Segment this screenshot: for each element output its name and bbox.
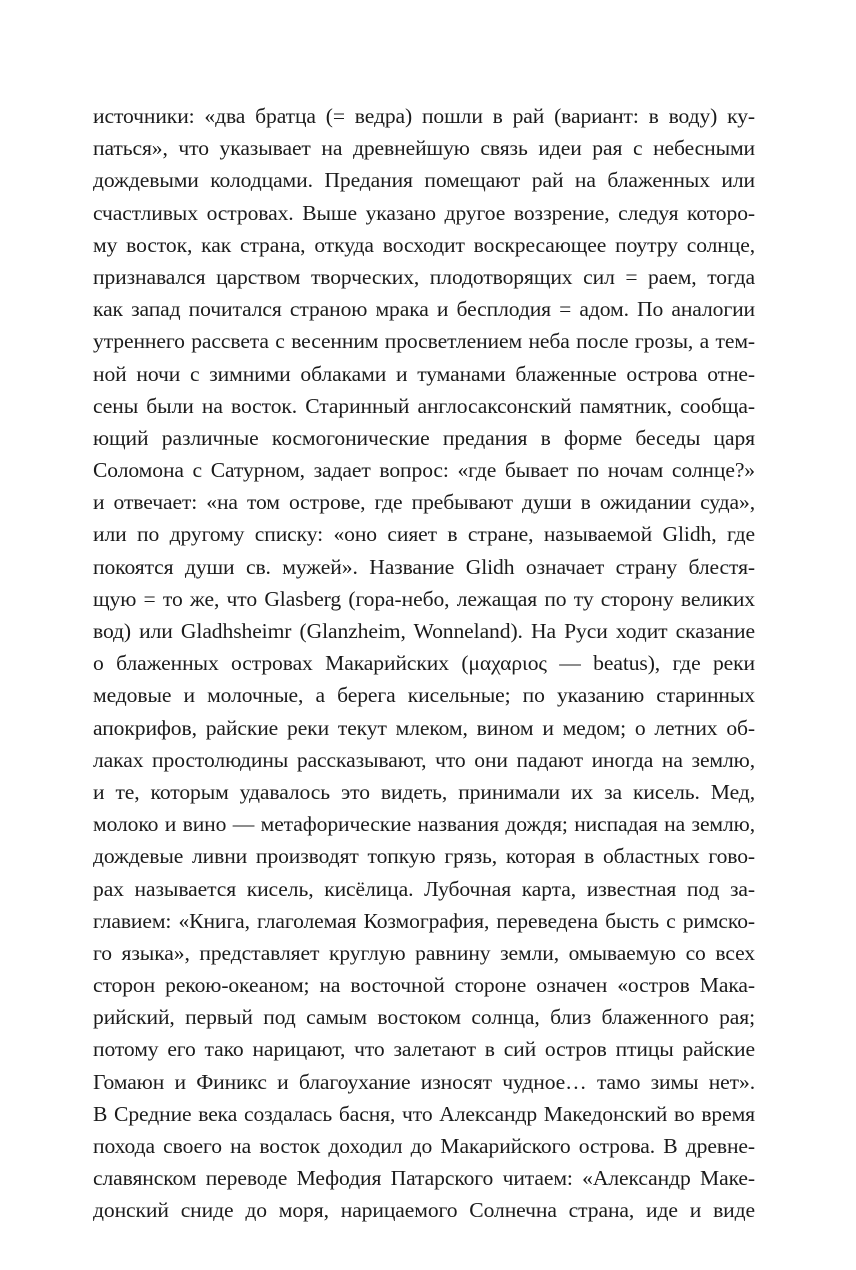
text-line: ной ночи с зимними облаками и туманами блаженные острова отне- xyxy=(93,361,755,386)
text-line: славянском переводе Мефодия Патарского читаем: «Александр Маке- xyxy=(93,1166,755,1191)
text-line: главием: «Книга, глаголемая Козмография, переведена бысть с римско- xyxy=(93,908,755,933)
text-line: покоятся души св. мужей». Название Glidh означает страну блестя- xyxy=(93,554,755,579)
text-line: потому его тако нарицают, что залетают в сий остров птицы райские xyxy=(93,1037,755,1062)
text-line: о блаженных островах Макарийских (μαχαριος — beatus), где реки xyxy=(93,651,755,676)
text-line: Гомаюн и Финикс и благоухание износят чудное… тамо зимы нет». xyxy=(93,1069,755,1094)
text-line: дождевыми колодцами. Предания помещают рай на блаженных или xyxy=(93,168,755,193)
text-line: Соломона с Сатурном, задает вопрос: «где бывает по ночам солнце?» xyxy=(93,458,755,483)
text-line: апокрифов, райские реки текут млеком, вином и медом; о летних об- xyxy=(93,715,755,740)
text-line: вод) или Gladhsheimr (Glanzheim, Wonneland). На Руси ходит сказание xyxy=(93,619,755,643)
text-line: утреннего рассвета с весенним просветлением неба после грозы, а тем- xyxy=(93,329,755,354)
text-line: и те, которым удавалось это видеть, принимали их за кисель. Мед, xyxy=(93,779,755,804)
text-line: щую = то же, что Glasberg (гора-небо, лежащая по ту сторону великих xyxy=(93,586,755,611)
text-line: или по другому списку: «оно сияет в стране, называемой Glidh, где xyxy=(93,522,755,547)
text-line: счастливых островах. Выше указано другое воззрение, следуя которо- xyxy=(93,200,755,225)
text-line: дождевые ливни производят топкую грязь, которая в областных гово- xyxy=(93,844,755,869)
text-line: лаках простолюдины рассказывают, что они падают иногда на землю, xyxy=(93,747,755,772)
text-line: му восток, как страна, откуда восходит воскресающее поутру солнце, xyxy=(93,232,755,257)
text-line: как запад почитался страною мрака и бесплодия = адом. По аналогии xyxy=(93,297,755,322)
text-line: медовые и молочные, а берега кисельные; по указанию старинных xyxy=(93,683,755,708)
text-line: признавался царством творческих, плодотворящих сил = раем, тогда xyxy=(93,264,755,289)
text-line: молоко и вино — метафорические названия дождя; ниспадая на землю, xyxy=(93,812,755,837)
text-line: го языка», представляет круглую равнину земли, омываемую со всех xyxy=(93,940,755,965)
text-line: источники: «два братца (= ведра) пошли в рай (вариант: в воду) ку- xyxy=(93,104,755,128)
text-line: сторон рекою-океаном; на восточной стороне означен «остров Мака- xyxy=(93,973,755,998)
text-line: и отвечает: «на том острове, где пребывают души в ожидании суда», xyxy=(93,490,755,515)
text-line: паться», что указывает на древнейшую связь идеи рая с небесными xyxy=(93,136,755,161)
text-line: В Средние века создалась басня, что Александр Македонский во время xyxy=(93,1101,755,1126)
text-line: рах называется кисель, кисёлица. Лубочная карта, известная под за- xyxy=(93,876,755,901)
text-line: донский сниде до моря, нарицаемого Солнечна страна, иде и виде xyxy=(93,1198,755,1223)
text-line: похода своего на восток доходил до Макарийского острова. В древне- xyxy=(93,1134,755,1158)
text-line: рийский, первый под самым востоком солнца, близ блаженного рая; xyxy=(93,1005,755,1030)
body-text xyxy=(93,100,755,1227)
text-line: ющий различные космогонические предания в форме беседы царя xyxy=(93,425,755,450)
text-line: сены были на восток. Старинный англосаксонский памятник, сообща- xyxy=(93,393,755,418)
